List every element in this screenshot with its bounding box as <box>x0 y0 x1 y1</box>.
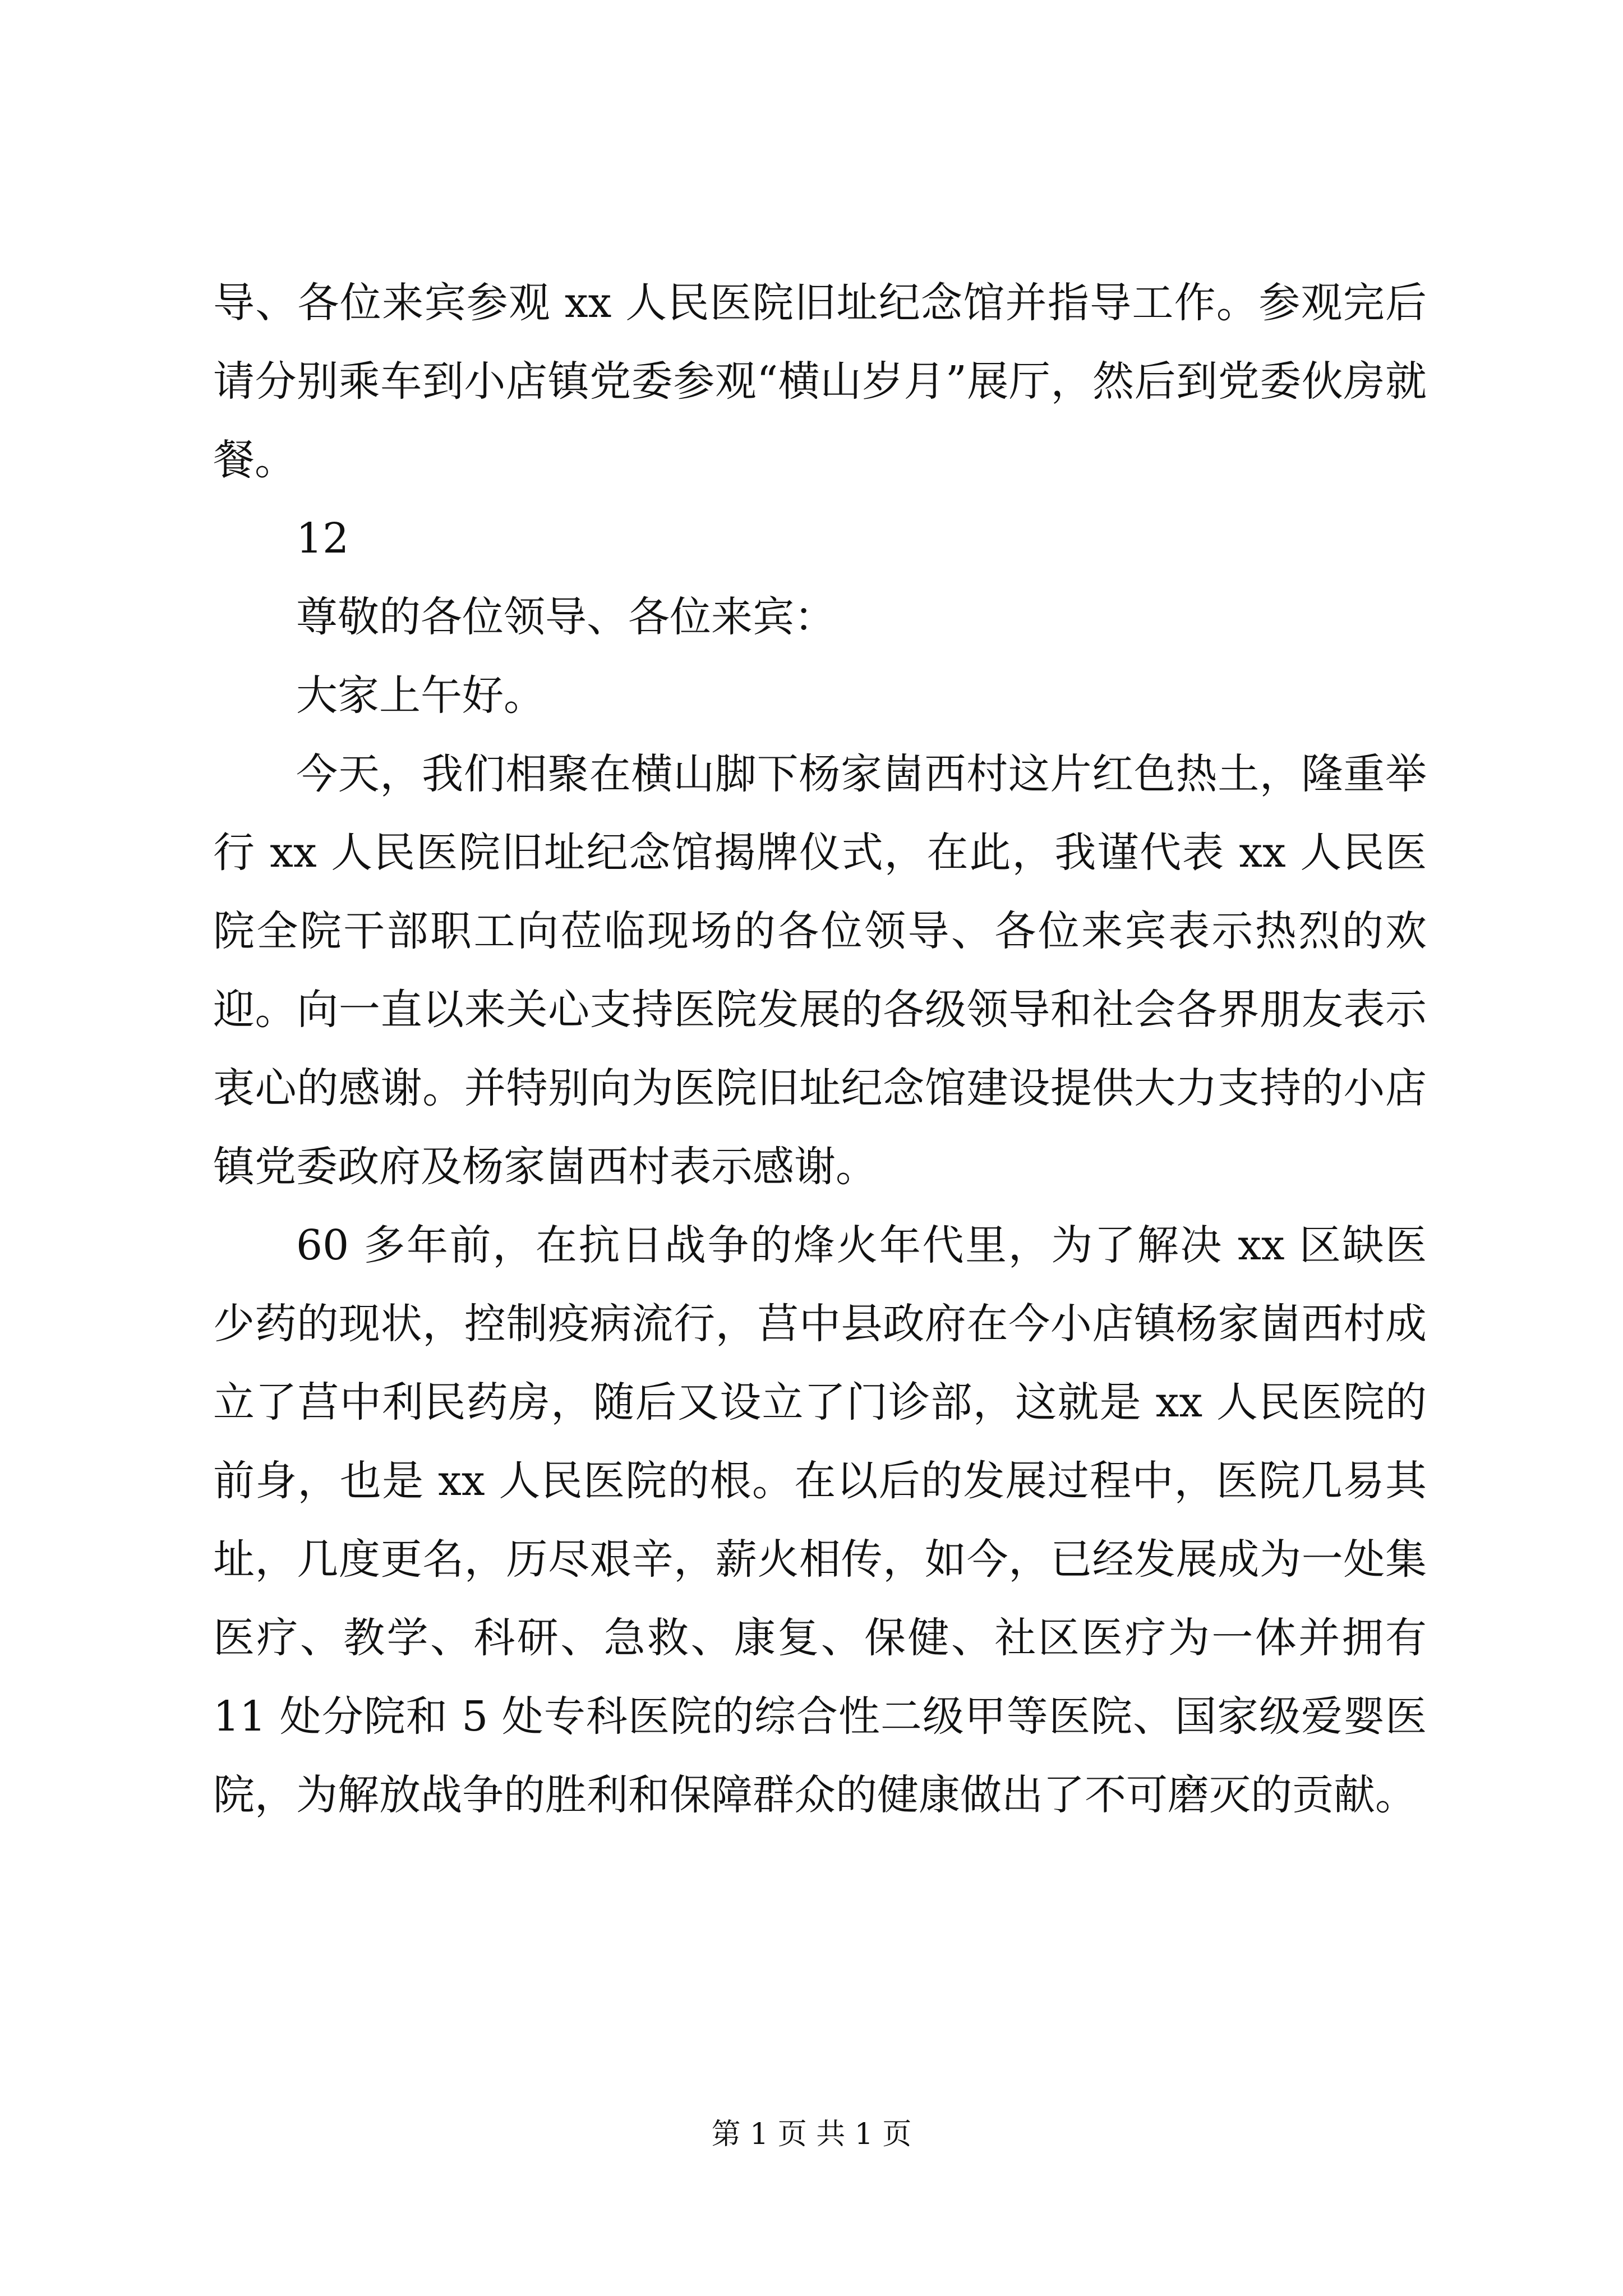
paragraph-3: 尊敬的各位领导、各位来宾： <box>296 593 836 641</box>
paragraph-4: 大家上午好。 <box>296 671 545 720</box>
paragraph-1: 导、各位来宾参观 xx 人民医院旧址纪念馆并指导工作。参观完后请分别乘车到小店镇党委参观“横山岁月”展厅，然后到党委伙房就餐。 <box>213 279 1427 484</box>
document-body <box>213 264 1427 1834</box>
page-footer: 第 1 页 共 1 页 <box>711 2118 912 2151</box>
paragraph-2: 12 <box>296 514 349 563</box>
paragraph-5: 今天，我们相聚在横山脚下杨家崮西村这片红色热土，隆重举行 xx 人民医院旧址纪念馆揭牌仪式，在此，我谨代表 xx 人民医院全院干部职工向莅临现场的各位领导、各位来宾表示热烈的欢迎。向一直以来关心支持医院发展的各级领导和社会各界朋友表示衷心的感谢。并特别向为医院旧址纪念馆建设提供大力支持的小店镇党委政府及杨家崮西村表示感谢。 <box>213 750 1427 1191</box>
paragraph-6: 60 多年前，在抗日战争的烽火年代里，为了解决 xx 区缺医少药的现状，控制疫病流行，莒中县政府在今小店镇杨家崮西村成立了莒中利民药房，随后又设立了门诊部，这就是 xx 人民医院的前身，也是 xx 人民医院的根。在以后的发展过程中，医院几易其址，几度更名，历尽艰辛，薪火相传，如今，已经发展成为一处集医疗、教学、科研、急救、康复、保健、社区医疗为一体并拥有 11 处分院和 5 处专科医院的综合性二级甲等医院、国家级爱婴医院，为解放战争的胜利和保障群众的健康做出了不可磨灭的贡献。 <box>213 1221 1427 1819</box>
